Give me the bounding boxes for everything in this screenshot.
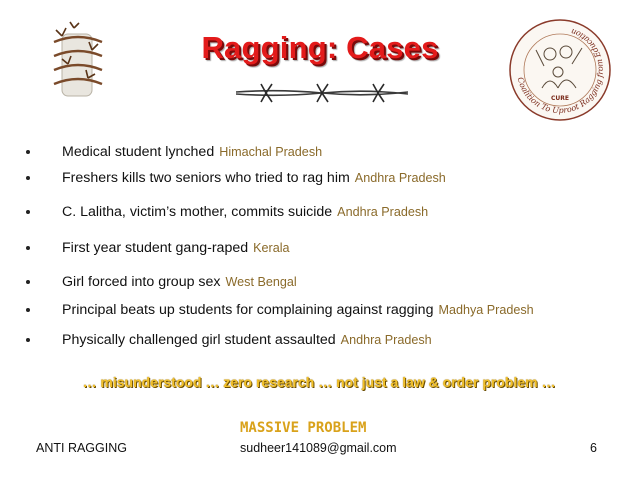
bullet-icon	[26, 280, 30, 284]
list-item-place: Andhra Pradesh	[337, 205, 429, 219]
list-item-place: Kerala	[253, 241, 290, 255]
list-item-place: West Bengal	[225, 275, 297, 289]
bullet-icon	[26, 338, 30, 342]
barbed-wire-strand-icon	[236, 80, 408, 106]
barbed-wire-coil-icon	[48, 20, 108, 98]
massive-problem-label: MASSIVE PROBLEM	[240, 420, 367, 436]
bullet-icon	[26, 308, 30, 312]
list-item-place: Himachal Pradesh	[219, 145, 323, 159]
footer-label: ANTI RAGGING	[36, 441, 127, 455]
logo-ring-text: Coalition To Uproot Ragging from Education	[515, 26, 606, 116]
list-item-text: Freshers kills two seniors who tried to rag him Andhra Pradesh	[62, 170, 446, 186]
bullet-icon	[26, 246, 30, 250]
list-item-text: First year student gang-raped Kerala	[62, 240, 290, 256]
list-item-text: Physically challenged girl student assaulted Andhra Pradesh	[62, 332, 432, 348]
bullet-icon	[26, 210, 30, 214]
list-item-place: Andhra Pradesh	[354, 171, 446, 185]
cure-logo-icon	[506, 16, 614, 124]
list-item-text: Principal beats up students for complaining against ragging Madhya Pradesh	[62, 302, 534, 318]
list-item-place: Andhra Pradesh	[340, 333, 432, 347]
list-item-text: C. Lalitha, victim’s mother, commits suicide Andhra Pradesh	[62, 204, 429, 220]
list-item-text: Girl forced into group sex West Bengal	[62, 274, 297, 290]
list-item-text: Medical student lynched Himachal Pradesh	[62, 144, 323, 160]
bullet-icon	[26, 176, 30, 180]
page-number: 6	[590, 441, 597, 455]
logo-center-text: CURE	[551, 95, 569, 102]
slide-title: Ragging: Cases	[201, 30, 439, 65]
list-item-place: Madhya Pradesh	[438, 303, 534, 317]
bullet-icon	[26, 150, 30, 154]
tagline: … misunderstood … zero research … not just a law & order problem …	[82, 374, 556, 390]
footer-email: sudheer141089@gmail.com	[240, 441, 397, 455]
